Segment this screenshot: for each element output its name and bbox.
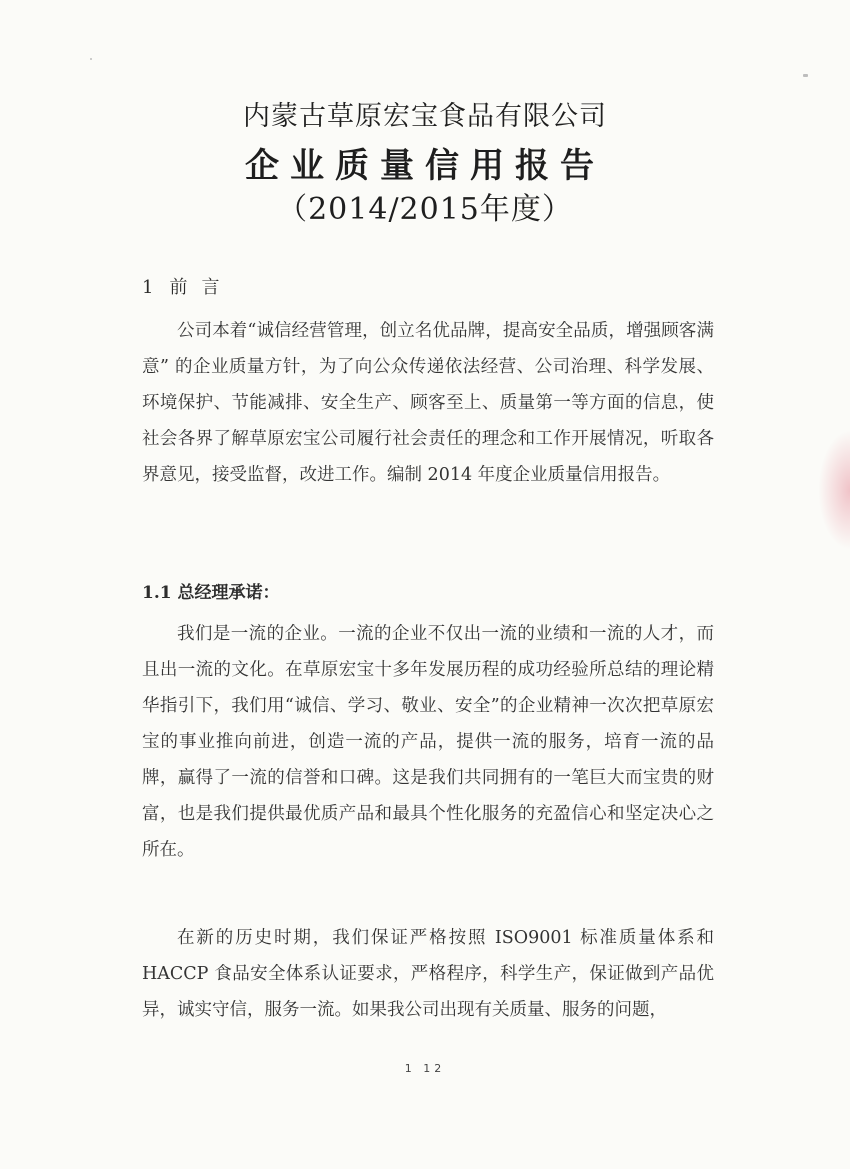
section-heading-preface	[142, 273, 221, 299]
company-name: 内蒙古草原宏宝食品有限公司	[243, 101, 607, 132]
section-title-char: 前	[169, 277, 190, 298]
page-number: 1	[404, 1062, 416, 1075]
commitment-paragraph-1: 我们是一流的企业。一流的企业不仅出一流的业绩和一流的人才，而且出一流的文化。在草原宏宝十多年发展历程的成功经验所总结的理论精华指引下，我们用“诚信、学习、敬业、安全”的企业精神一次次把草原宏宝的事业推向前进，创造一流的产品，提供一流的服务，培育一流的品牌，赢得了一流的信誉和口碑。这是我们共同拥有的一笔巨大而宝贵的财富，也是我们提供最优质产品和最具个性化服务的充盈信心和坚定决心之所在。	[142, 624, 714, 860]
report-year: （2014/2015年度）	[277, 192, 573, 227]
scan-speck	[90, 58, 92, 60]
total-pages: 12	[423, 1062, 446, 1075]
red-seal-mark	[818, 430, 850, 550]
preface-paragraph: 公司本着“诚信经营管理，创立名优品牌，提高安全品质，增强顾客满意” 的企业质量方针，为了向公众传递依法经营、公司治理、科学发展、环境保护、节能减排、安全生产、顾客至上、质量第一等方面的信息，使社会各界了解草原宏宝公司履行社会责任的理念和工作开展情况，听取各界意见，接受监督，改进工作。编制 2014 年度企业质量信用报告。	[142, 321, 714, 485]
section-title-char: 言	[201, 277, 222, 298]
section-heading-gm-commitment: 1.1 总经理承诺：	[142, 583, 280, 603]
scan-speck	[803, 74, 808, 77]
page-footer	[0, 1062, 850, 1075]
commitment-paragraph-2: 在新的历史时期，我们保证严格按照 ISO9001 标准质量体系和 HACCP 食品安全体系认证要求，严格程序，科学生产，保证做到产品优异，诚实守信，服务一流。如果我公司出现有关质量、服务的问题，	[142, 928, 714, 1020]
section-number: 1	[142, 277, 156, 298]
report-title: 企业质量信用报告	[245, 146, 605, 186]
